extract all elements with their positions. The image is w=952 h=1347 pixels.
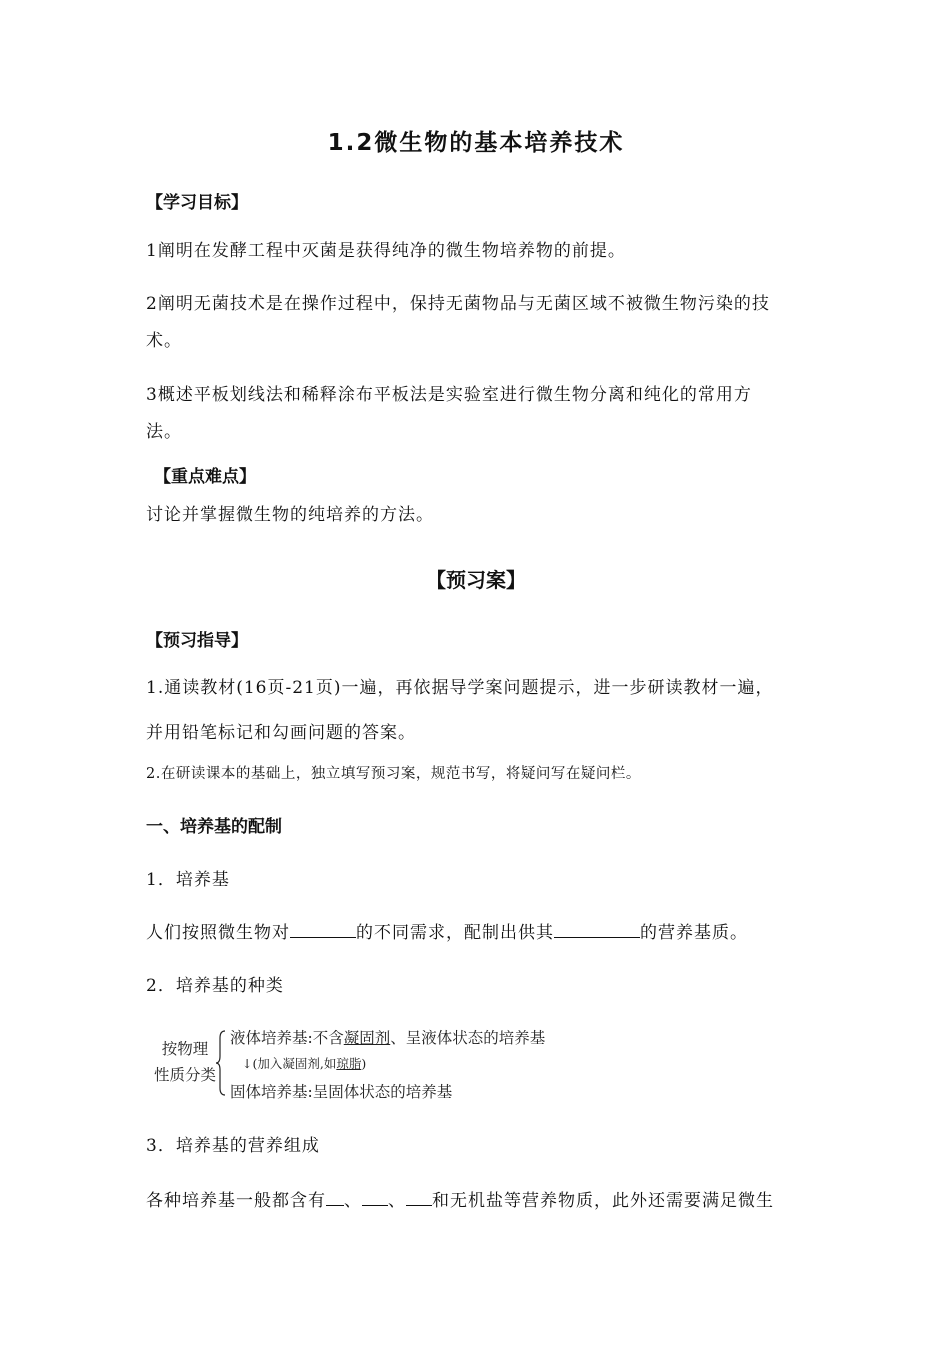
diagram-label-line-2: 性质分类 bbox=[153, 1066, 216, 1084]
brace-icon bbox=[216, 1030, 226, 1096]
goal-item-2-cont: 术。 bbox=[146, 331, 182, 351]
liquid-medium-text-end: 、呈液体状态的培养基 bbox=[390, 1029, 546, 1047]
page-title: 1.2微生物的基本培养技术 bbox=[327, 130, 625, 156]
liquid-medium-text: 液体培养基:不含 bbox=[230, 1029, 344, 1047]
conversion-arrow-text: ↓(加入凝固剂,如 bbox=[242, 1056, 337, 1071]
section-1-heading: 一、培养基的配制 bbox=[146, 817, 282, 837]
subsection-1-heading: 1．培养基 bbox=[146, 870, 230, 890]
goal-item-3-cont: 法。 bbox=[146, 422, 182, 442]
conversion-arrow-row bbox=[242, 1054, 366, 1072]
fill-sentence-3 bbox=[146, 1186, 774, 1211]
fill-sentence-1 bbox=[146, 918, 748, 943]
fill-sentence-3-part-b: 和无机盐等营养物质，此外还需要满足微生 bbox=[432, 1191, 774, 1211]
answer-blank[interactable] bbox=[362, 1188, 388, 1206]
fill-sentence-1-part-a: 人们按照微生物对 bbox=[146, 923, 290, 943]
goal-item-2: 2阐明无菌技术是在操作过程中，保持无菌物品与无菌区域不被微生物污染的技 bbox=[146, 294, 770, 314]
conversion-arrow-end: ) bbox=[361, 1056, 367, 1071]
answer-blank[interactable] bbox=[554, 920, 640, 938]
subsection-2-heading: 2．培养基的种类 bbox=[146, 976, 284, 996]
preview-guide-line-3: 2.在研读课本的基础上，独立填写预习案，规范书写，将疑问写在疑问栏。 bbox=[146, 766, 641, 782]
subsection-3-heading: 3．培养基的营养组成 bbox=[146, 1136, 320, 1156]
key-points-heading: 【重点难点】 bbox=[154, 467, 256, 487]
diagram-label bbox=[146, 1036, 224, 1088]
coagulant-term: 凝固剂 bbox=[343, 1029, 391, 1047]
preview-heading: 【预习案】 bbox=[426, 568, 526, 592]
answer-blank[interactable] bbox=[290, 920, 356, 938]
goal-item-1: 1阐明在发酵工程中灭菌是获得纯净的微生物培养物的前提。 bbox=[146, 241, 626, 261]
answer-blank[interactable] bbox=[406, 1188, 432, 1206]
liquid-medium-row bbox=[230, 1026, 545, 1048]
preview-guide-heading: 【预习指导】 bbox=[146, 631, 248, 651]
separator: 、 bbox=[344, 1191, 362, 1211]
answer-blank[interactable] bbox=[326, 1188, 344, 1206]
preview-guide-line-1: 1.通读教材(16页-21页)一遍，再依据导学案问题提示，进一步研读教材一遍， bbox=[146, 678, 774, 698]
key-points-text: 讨论并掌握微生物的纯培养的方法。 bbox=[146, 505, 434, 525]
learning-goals-heading: 【学习目标】 bbox=[146, 193, 248, 213]
medium-classification-diagram bbox=[146, 1022, 566, 1104]
preview-guide-line-2: 并用铅笔标记和勾画问题的答案。 bbox=[146, 723, 416, 743]
solid-medium-row: 固体培养基:呈固体状态的培养基 bbox=[230, 1083, 453, 1101]
agar-term: 琼脂 bbox=[336, 1056, 362, 1071]
goal-item-3: 3概述平板划线法和稀释涂布平板法是实验室进行微生物分离和纯化的常用方 bbox=[146, 385, 752, 405]
fill-sentence-1-part-b: 的不同需求，配制出供其 bbox=[356, 923, 554, 943]
fill-sentence-3-part-a: 各种培养基一般都含有 bbox=[146, 1191, 326, 1211]
fill-sentence-1-part-c: 的营养基质。 bbox=[640, 923, 748, 943]
separator: 、 bbox=[388, 1191, 406, 1211]
diagram-label-line-1: 按物理 bbox=[161, 1040, 209, 1058]
